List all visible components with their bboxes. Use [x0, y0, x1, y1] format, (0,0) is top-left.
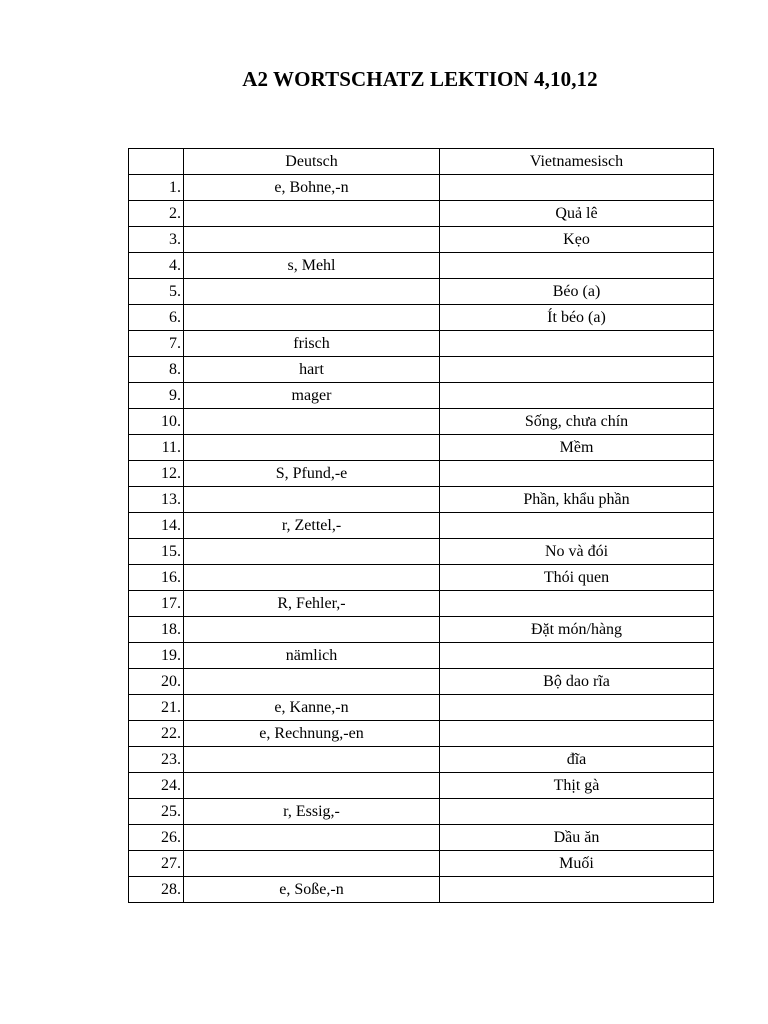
table-row: [129, 617, 714, 643]
table-row: [129, 643, 714, 669]
row-number: 22.: [129, 721, 184, 747]
deutsch-cell: [184, 409, 440, 435]
vietnamesisch-cell: [440, 175, 714, 201]
table-row: [129, 539, 714, 565]
deutsch-cell: [184, 669, 440, 695]
vietnamesisch-cell: Sống, chưa chín: [440, 409, 714, 435]
deutsch-cell: [184, 773, 440, 799]
deutsch-cell: mager: [184, 383, 440, 409]
vietnamesisch-cell: Dầu ăn: [440, 825, 714, 851]
deutsch-cell: [184, 617, 440, 643]
table-row: [129, 799, 714, 825]
vietnamesisch-cell: [440, 799, 714, 825]
table-row: [129, 435, 714, 461]
vietnamesisch-cell: [440, 695, 714, 721]
vietnamesisch-cell: [440, 253, 714, 279]
vietnamesisch-cell: [440, 721, 714, 747]
deutsch-cell: [184, 539, 440, 565]
row-number: 25.: [129, 799, 184, 825]
row-number: 10.: [129, 409, 184, 435]
deutsch-cell: s, Mehl: [184, 253, 440, 279]
vietnamesisch-cell: Thói quen: [440, 565, 714, 591]
deutsch-cell: [184, 279, 440, 305]
row-number: 3.: [129, 227, 184, 253]
vietnamesisch-cell: [440, 591, 714, 617]
table-row: [129, 825, 714, 851]
deutsch-cell: hart: [184, 357, 440, 383]
row-number: 5.: [129, 279, 184, 305]
vietnamesisch-cell: [440, 643, 714, 669]
table-row: [129, 175, 714, 201]
deutsch-cell: r, Zettel,-: [184, 513, 440, 539]
row-number: 9.: [129, 383, 184, 409]
table-row: [129, 305, 714, 331]
table-row: [129, 201, 714, 227]
row-number: 27.: [129, 851, 184, 877]
table-row: [129, 877, 714, 903]
vietnamesisch-cell: Quả lê: [440, 201, 714, 227]
deutsch-cell: e, Soße,-n: [184, 877, 440, 903]
deutsch-cell: e, Bohne,-n: [184, 175, 440, 201]
row-number: 16.: [129, 565, 184, 591]
row-number: 19.: [129, 643, 184, 669]
table-row: [129, 565, 714, 591]
table-row: [129, 331, 714, 357]
document-title: A2 WORTSCHATZ LEKTION 4,10,12: [242, 67, 598, 91]
row-number: 26.: [129, 825, 184, 851]
table-row: [129, 253, 714, 279]
vocabulary-table: [128, 148, 714, 903]
row-number: 7.: [129, 331, 184, 357]
vietnamesisch-cell: [440, 383, 714, 409]
deutsch-cell: [184, 851, 440, 877]
row-number: 21.: [129, 695, 184, 721]
vocabulary-table-body: [129, 149, 714, 903]
vietnamesisch-cell: Béo (a): [440, 279, 714, 305]
vietnamesisch-cell: [440, 331, 714, 357]
table-row: [129, 695, 714, 721]
table-row: [129, 487, 714, 513]
vietnamesisch-cell: Đặt món/hàng: [440, 617, 714, 643]
table-row: [129, 669, 714, 695]
row-number: 1.: [129, 175, 184, 201]
vietnamesisch-cell: [440, 513, 714, 539]
header-vietnamesisch: Vietnamesisch: [440, 149, 714, 175]
row-number: 12.: [129, 461, 184, 487]
deutsch-cell: [184, 487, 440, 513]
table-row: [129, 591, 714, 617]
table-row: [129, 279, 714, 305]
deutsch-cell: e, Rechnung,-en: [184, 721, 440, 747]
vietnamesisch-cell: Ít béo (a): [440, 305, 714, 331]
row-number: 15.: [129, 539, 184, 565]
deutsch-cell: e, Kanne,-n: [184, 695, 440, 721]
table-row: [129, 461, 714, 487]
vietnamesisch-cell: [440, 357, 714, 383]
deutsch-cell: S, Pfund,-e: [184, 461, 440, 487]
vietnamesisch-cell: Kẹo: [440, 227, 714, 253]
table-header-row: [129, 149, 714, 175]
vietnamesisch-cell: [440, 461, 714, 487]
table-row: [129, 227, 714, 253]
vietnamesisch-cell: Muối: [440, 851, 714, 877]
vietnamesisch-cell: Phần, khẩu phần: [440, 487, 714, 513]
deutsch-cell: [184, 305, 440, 331]
deutsch-cell: [184, 227, 440, 253]
row-number: 28.: [129, 877, 184, 903]
table-row: [129, 721, 714, 747]
row-number: 14.: [129, 513, 184, 539]
row-number: 4.: [129, 253, 184, 279]
table-row: [129, 513, 714, 539]
table-row: [129, 851, 714, 877]
deutsch-cell: nämlich: [184, 643, 440, 669]
vietnamesisch-cell: [440, 877, 714, 903]
deutsch-cell: [184, 565, 440, 591]
vietnamesisch-cell: Mềm: [440, 435, 714, 461]
row-number: 6.: [129, 305, 184, 331]
row-number: 11.: [129, 435, 184, 461]
table-row: [129, 409, 714, 435]
row-number: 20.: [129, 669, 184, 695]
row-number: 8.: [129, 357, 184, 383]
row-number: 17.: [129, 591, 184, 617]
vietnamesisch-cell: Bộ dao rĩa: [440, 669, 714, 695]
vietnamesisch-cell: đĩa: [440, 747, 714, 773]
deutsch-cell: [184, 747, 440, 773]
header-number: [129, 149, 184, 175]
table-row: [129, 747, 714, 773]
deutsch-cell: frisch: [184, 331, 440, 357]
table-row: [129, 383, 714, 409]
vietnamesisch-cell: Thịt gà: [440, 773, 714, 799]
row-number: 23.: [129, 747, 184, 773]
deutsch-cell: r, Essig,-: [184, 799, 440, 825]
vietnamesisch-cell: No và đói: [440, 539, 714, 565]
row-number: 13.: [129, 487, 184, 513]
row-number: 2.: [129, 201, 184, 227]
table-row: [129, 773, 714, 799]
row-number: 24.: [129, 773, 184, 799]
table-row: [129, 357, 714, 383]
row-number: 18.: [129, 617, 184, 643]
header-deutsch: Deutsch: [184, 149, 440, 175]
deutsch-cell: [184, 435, 440, 461]
deutsch-cell: R, Fehler,-: [184, 591, 440, 617]
deutsch-cell: [184, 201, 440, 227]
deutsch-cell: [184, 825, 440, 851]
